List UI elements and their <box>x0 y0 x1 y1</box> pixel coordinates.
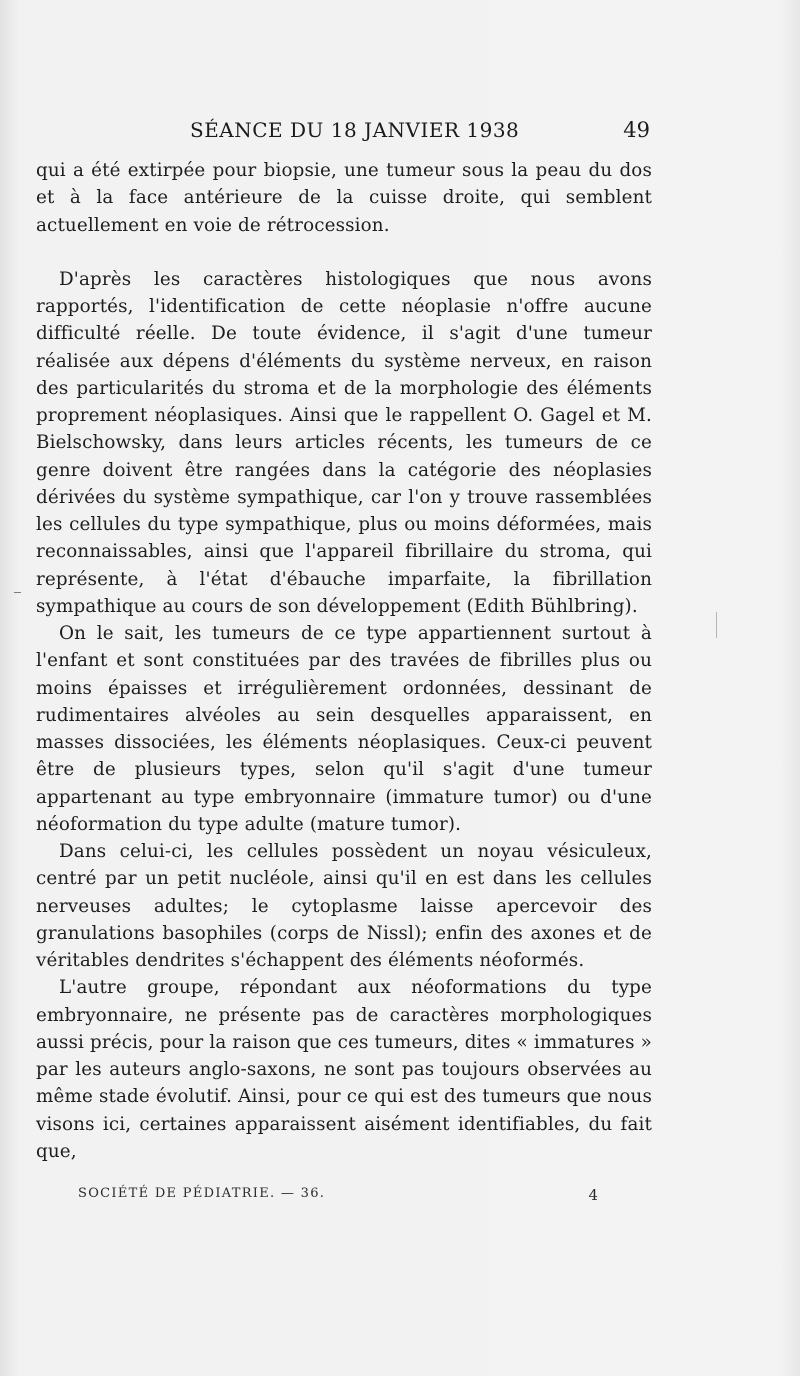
paragraph-histology: D'après les caractères histologiques que nous avons rapportés, l'identification de cette néoplasie n'offre aucune difficulté réelle. De toute évidence, il s'agit d'une tumeur réalisée aux dépens d'éléments du système nerveux, en raison des particularités du stroma et de la morphologie des éléments proprement néoplasiques. Ainsi que le rappellent O. Gagel et M. Bielschowsky, dans leurs articles récents, les tumeurs de ce genre doivent être rangées dans la catégorie des néoplasies dérivées du système sympathique, car l'on y trouve rassemblées les cellules du type sympathique, plus ou moins déformées, mais reconnaissables, ainsi que l'appareil fibrillaire du stroma, qui représente, à l'état d'ébauche imparfaite, la fibrillation sympathique au cours de son développement (Edith Bühlbring). <box>36 268 652 617</box>
paragraph-adult-cells: Dans celui-ci, les cellules possèdent un noyau vésiculeux, centré par un petit nucléole, ainsi qu'il en est dans les cellules nerveuses adultes; le cytoplasme laisse apercevoir des granulations basophiles (corps de Nissl); enfin des axones et de véritables dendrites s'échappent des éléments néoformés. <box>36 841 652 971</box>
paragraph-continuation: qui a été extirpée pour biopsie, une tumeur sous la peau du dos et à la face antérieure de la cuisse droite, qui semblent actuellement en voie de rétrocession. <box>36 160 652 236</box>
paragraph-embryonic-group: L'autre groupe, répondant aux néoformations du type embryonnaire, ne présente pas de caractères morphologiques aussi précis, pour la raison que ces tumeurs, dites « immatures » par les auteurs anglo-saxons, ne sont pas toujours observées au même stade évolutif. Ainsi, pour ce qui est des tumeurs que nous visons ici, certaines apparaissent aisément identifiables, du fait que, <box>36 977 652 1162</box>
margin-tick <box>14 592 21 593</box>
running-title: SÉANCE DU 18 JANVIER 1938 <box>190 118 520 142</box>
paragraph-tumor-types: On le sait, les tumeurs de ce type appartiennent surtout à l'enfant et sont constituées par des travées de fibrilles plus ou moins épaisses et irrégulièrement ordonnées, dessinant de rudimentaires alvéoles au sein desquelles apparaissent, en masses dissociées, les éléments néoplasiques. Ceux-ci peuvent être de plusieurs types, selon qu'il s'agit d'une tumeur appartenant au type embryonnaire (immature tumor) ou d'une néoformation du type adulte (mature tumor). <box>36 623 652 835</box>
signature-mark: 4 <box>588 1186 598 1204</box>
body-text <box>36 157 652 1165</box>
margin-tick <box>716 612 717 638</box>
page-footer <box>78 1186 598 1210</box>
signature-line: SOCIÉTÉ DE PÉDIATRIE. — 36. <box>78 1186 326 1201</box>
paragraph-gap <box>36 239 652 266</box>
page-header <box>150 118 650 148</box>
page-number: 49 <box>623 118 650 142</box>
